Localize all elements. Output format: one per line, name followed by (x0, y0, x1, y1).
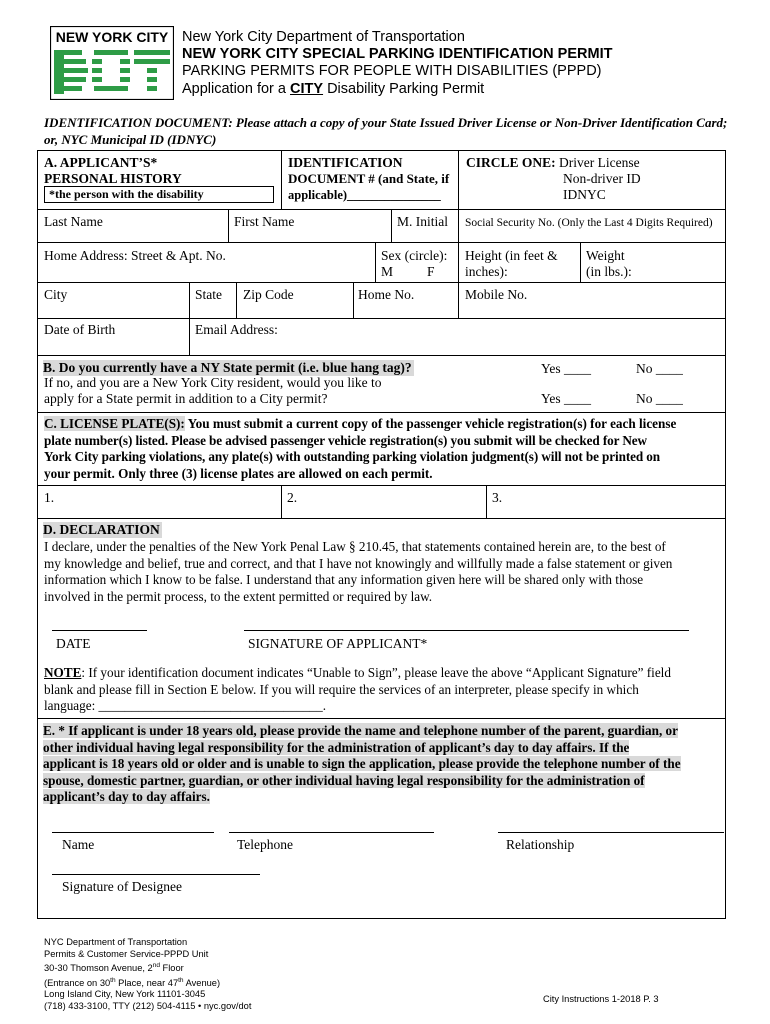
note-text: NOTE: If your identification document indicates “Unable to Sign”, please leave the above “Applicant Signature” field blank and please fill in Section E below. If you will require the services of an interpreter, please specify in which language: __________________________________. (44, 665, 720, 715)
signature-line[interactable] (244, 630, 689, 631)
option-idnyc[interactable]: IDNYC (563, 187, 606, 202)
guardian-relationship-line[interactable] (498, 832, 724, 833)
height-label: Height (in feet & (465, 248, 558, 263)
section-e-text: E. * If applicant is under 18 years old, please provide the name and telephone number of the parent, guardian, or other individual having legal responsibility for the administration of applicant’s day to day affairs. If the applicant is 18 years old or older and is unable to sign the application, please provide the telephone number of the spouse, domestic partner, guardian, or other individual having legal responsibility for the administration of applicant’s day to day affairs. (43, 723, 681, 805)
section-b-question: B. Do you currently have a NY State permit (i.e. blue hang tag)? (43, 360, 412, 375)
id-document-label-2: DOCUMENT # (and State, if (288, 171, 450, 186)
date-line[interactable] (52, 630, 147, 631)
guardian-relationship-label: Relationship (506, 837, 575, 852)
date-of-birth-field[interactable]: Date of Birth (44, 322, 116, 337)
ssn-field[interactable]: Social Security No. (Only the Last 4 Digits Required) (465, 217, 713, 229)
header-department: New York City Department of Transportation (182, 29, 465, 45)
option-non-driver-id[interactable]: Non-driver ID (563, 171, 641, 186)
header-permit-title: NEW YORK CITY SPECIAL PARKING IDENTIFICATION PERMIT (182, 46, 613, 62)
guardian-telephone-label: Telephone (237, 837, 294, 852)
home-address-field[interactable]: Home Address: Street & Apt. No. (44, 248, 226, 263)
logo-text: NEW YORK CITY (55, 29, 169, 45)
license-plate-3-field[interactable]: 3. (492, 490, 503, 505)
signature-label: SIGNATURE OF APPLICANT* (248, 636, 428, 651)
identification-document-note: IDENTIFICATION DOCUMENT: Please attach a copy of your State Issued Driver License or Non-Driver Identification Card; or, NYC Municipal ID (IDNYC) (44, 115, 728, 147)
state-field[interactable]: State (195, 287, 222, 302)
circle-one-row: CIRCLE ONE: Driver License (466, 155, 640, 170)
last-name-field[interactable]: Last Name (44, 214, 103, 229)
nyc-dot-logo (50, 26, 174, 100)
section-b-question-2b: apply for a State permit in addition to a City permit? (44, 391, 328, 406)
option-driver-license[interactable]: Driver License (559, 155, 640, 170)
disability-person-note: *the person with the disability (44, 186, 274, 203)
guardian-name-line[interactable] (52, 832, 214, 833)
guardian-name-label: Name (62, 837, 95, 852)
id-document-label-1: IDENTIFICATION (288, 155, 403, 170)
header-pppd: PARKING PERMITS FOR PEOPLE WITH DISABILITIES (PPPD) (182, 63, 602, 79)
apply-state-permit-yes[interactable]: Yes ____ (541, 391, 592, 406)
sex-male-option[interactable]: M (381, 264, 394, 279)
height-field[interactable]: inches): (465, 264, 508, 279)
interpreter-language-field: language: __________________________________. (44, 698, 327, 714)
middle-initial-field[interactable]: M. Initial (397, 214, 448, 229)
guardian-telephone-line[interactable] (229, 832, 434, 833)
designee-signature-label: Signature of Designee (62, 879, 182, 894)
first-name-field[interactable]: First Name (234, 214, 295, 229)
section-d-title: D. DECLARATION (43, 522, 160, 537)
designee-signature-line[interactable] (52, 874, 260, 875)
id-document-number-field[interactable]: applicable)_______________ (288, 188, 441, 202)
date-label: DATE (56, 636, 91, 651)
license-plate-2-field[interactable]: 2. (287, 490, 298, 505)
license-plate-1-field[interactable]: 1. (44, 490, 55, 505)
header-application: Application for a CITY Disability Parking Permit (182, 81, 485, 97)
section-a-subtitle: PERSONAL HISTORY (44, 171, 182, 186)
apply-state-permit-no[interactable]: No ____ (636, 391, 683, 406)
section-c-title: C. LICENSE PLATE(S): (44, 416, 185, 431)
weight-field[interactable]: (in lbs.): (586, 264, 632, 279)
mobile-phone-field[interactable]: Mobile No. (465, 287, 528, 302)
sex-label: Sex (circle): (381, 248, 448, 263)
city-field[interactable]: City (44, 287, 68, 302)
home-phone-field[interactable]: Home No. (358, 287, 415, 302)
zip-code-field[interactable]: Zip Code (243, 287, 294, 302)
weight-label: Weight (586, 248, 625, 263)
section-c-text: C. LICENSE PLATE(S): You must submit a current copy of the passenger vehicle registration(s) for each license plate number(s) listed. Please be advised passenger vehicle registration(s) you submit will be checked for New York City parking violations, any plate(s) with outstanding parking violation judgment(s) will not be printed on your permit. Only three (3) license plates are allowed on each permit. (44, 416, 677, 481)
state-permit-no[interactable]: No ____ (636, 361, 683, 376)
page-reference: City Instructions 1-2018 P. 3 (543, 994, 659, 1004)
section-a-title: A. APPLICANT’S* (44, 155, 158, 170)
declaration-text: I declare, under the penalties of the New York Penal Law § 210.45, that statements contained herein are, to the best of my knowledge and belief, true and correct, and that I have not knowingly and willfully made a false statement or given information which I know to be false. I understand that any information given here will be shared only with those involved in the permit process, to the extent permitted or required by law. (44, 539, 673, 604)
footer-address: NYC Department of Transportation Permits & Customer Service-PPPD Unit 30-30 Thomson Avenue, 2nd Floor (Entrance on 30th Place, near 47th Avenue) Long Island City, New York 11101-3045 (718) 433-3100, TTY (212) 504-4115 • nyc.gov/dot (44, 937, 252, 1011)
sex-female-option[interactable]: F (427, 264, 435, 279)
email-field[interactable]: Email Address: (195, 322, 278, 337)
section-b-question-2a: If no, and you are a New York City resident, would you like to (44, 375, 382, 390)
state-permit-yes[interactable]: Yes ____ (541, 361, 592, 376)
